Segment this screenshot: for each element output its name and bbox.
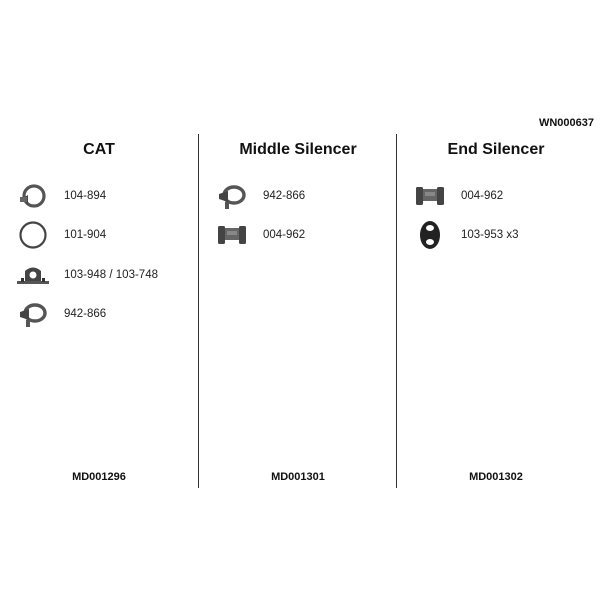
parts-list — [16, 176, 198, 334]
part-code: 103-948 / 103-748 — [64, 268, 158, 281]
part-code: 101-904 — [64, 229, 107, 242]
part-code: 004-962 — [461, 189, 504, 202]
parts-list — [413, 176, 595, 255]
bracket-mount-icon — [16, 258, 50, 292]
part-item — [16, 216, 198, 256]
part-item — [413, 176, 595, 216]
saddle-clamp-icon — [215, 179, 249, 213]
part-item — [215, 216, 397, 256]
section-middle-silencer — [198, 134, 397, 488]
kit-code: MD001301 — [271, 471, 325, 483]
ring-gasket-icon — [16, 218, 50, 252]
part-item — [16, 176, 198, 216]
sleeve-clamp-icon — [413, 179, 447, 213]
part-code: 103-953 x3 — [461, 229, 519, 242]
part-item — [16, 255, 198, 295]
clamp-icon — [16, 179, 50, 213]
part-item — [413, 216, 595, 256]
reference-code: WN000637 — [538, 117, 594, 129]
part-code: 004-962 — [263, 229, 306, 242]
section-end-silencer — [396, 134, 595, 488]
section-cat — [0, 134, 198, 488]
saddle-clamp-icon — [16, 297, 50, 331]
part-item — [215, 176, 397, 216]
kit-code: MD001296 — [72, 471, 126, 483]
part-item — [16, 295, 198, 335]
kit-code: MD001302 — [469, 471, 523, 483]
part-code: 942-866 — [263, 189, 306, 202]
section-title: Middle Silencer — [239, 141, 357, 158]
parts-list — [215, 176, 397, 255]
section-title: End Silencer — [447, 141, 545, 158]
section-title: CAT — [83, 141, 115, 158]
sleeve-clamp-icon — [215, 218, 249, 252]
part-code: 942-866 — [64, 308, 107, 321]
part-code: 104-894 — [64, 189, 107, 202]
rubber-hanger-icon — [413, 218, 447, 252]
